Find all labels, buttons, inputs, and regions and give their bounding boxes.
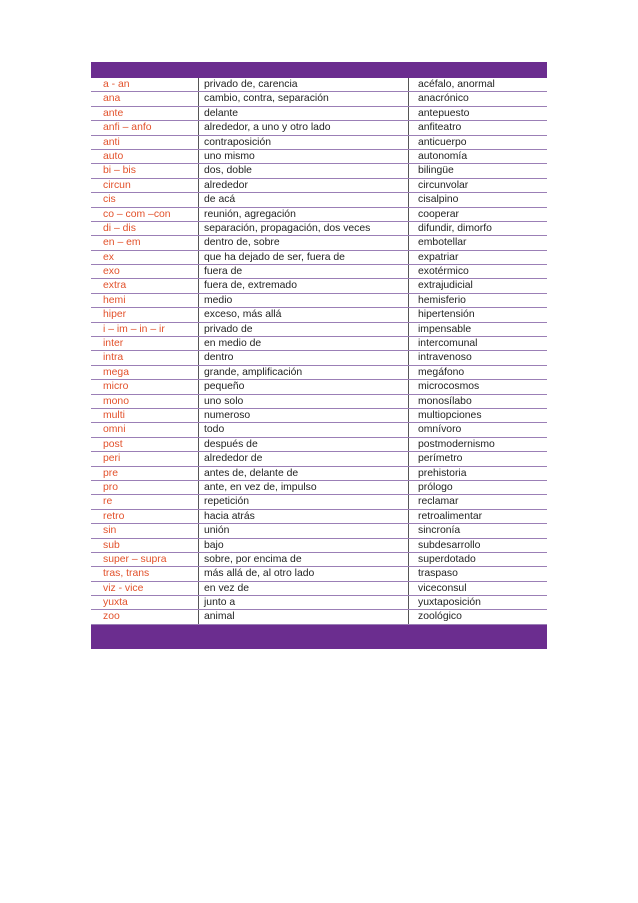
prefix-cell: co – com –con — [103, 208, 171, 220]
table-row — [91, 510, 547, 524]
prefix-cell: circun — [103, 179, 131, 191]
example-cell: acéfalo, anormal — [408, 78, 547, 91]
meaning-cell: dentro — [198, 351, 408, 364]
table-row — [91, 193, 547, 207]
table-row — [91, 121, 547, 135]
example-cell: intravenoso — [408, 351, 547, 364]
table-row — [91, 265, 547, 279]
table-row — [91, 409, 547, 423]
meaning-cell: fuera de — [198, 265, 408, 278]
prefix-table — [91, 62, 547, 649]
example-cell: traspaso — [408, 567, 547, 580]
meaning-cell: repetición — [198, 495, 408, 508]
meaning-cell: ante, en vez de, impulso — [198, 481, 408, 494]
table-row — [91, 467, 547, 481]
prefix-cell: super – supra — [103, 553, 167, 565]
example-cell: sincronía — [408, 524, 547, 537]
table-row — [91, 452, 547, 466]
table-row — [91, 395, 547, 409]
example-cell: expatriar — [408, 251, 547, 264]
example-cell: intercomunal — [408, 337, 547, 350]
prefix-cell: en – em — [103, 237, 141, 249]
meaning-cell: alrededor de — [198, 452, 408, 465]
example-cell: yuxtaposición — [408, 596, 547, 609]
meaning-cell: contraposición — [198, 136, 408, 149]
example-cell: zoológico — [408, 610, 547, 623]
example-cell: antepuesto — [408, 107, 547, 120]
meaning-cell: después de — [198, 438, 408, 451]
example-cell: perímetro — [408, 452, 547, 465]
example-cell: microcosmos — [408, 380, 547, 393]
example-cell: cooperar — [408, 208, 547, 221]
prefix-cell: micro — [103, 381, 129, 393]
prefix-cell: viz - vice — [103, 582, 144, 594]
example-cell: reclamar — [408, 495, 547, 508]
table-row — [91, 164, 547, 178]
table-row — [91, 279, 547, 293]
prefix-cell: anfi – anfo — [103, 122, 152, 134]
table-row — [91, 380, 547, 394]
meaning-cell: medio — [198, 294, 408, 307]
meaning-cell: en medio de — [198, 337, 408, 350]
table-row — [91, 92, 547, 106]
example-cell: viceconsul — [408, 582, 547, 595]
meaning-cell: bajo — [198, 539, 408, 552]
meaning-cell: que ha dejado de ser, fuera de — [198, 251, 408, 264]
example-cell: subdesarrollo — [408, 539, 547, 552]
table-row — [91, 366, 547, 380]
prefix-cell: di – dis — [103, 222, 136, 234]
meaning-cell: más allá de, al otro lado — [198, 567, 408, 580]
meaning-cell: cambio, contra, separación — [198, 92, 408, 105]
table-row — [91, 524, 547, 538]
prefix-cell: anti — [103, 136, 120, 148]
table-row — [91, 150, 547, 164]
table-row — [91, 294, 547, 308]
example-cell: prehistoria — [408, 467, 547, 480]
meaning-cell: pequeño — [198, 380, 408, 393]
prefix-cell: yuxta — [103, 597, 128, 609]
prefix-cell: peri — [103, 453, 121, 465]
prefix-cell: sin — [103, 525, 117, 537]
meaning-cell: reunión, agregación — [198, 208, 408, 221]
prefix-cell: ex — [103, 251, 114, 263]
example-cell: superdotado — [408, 553, 547, 566]
table-row — [91, 582, 547, 596]
example-cell: omnívoro — [408, 423, 547, 436]
meaning-cell: numeroso — [198, 409, 408, 422]
table-body — [91, 78, 547, 625]
meaning-cell: alrededor, a uno y otro lado — [198, 121, 408, 134]
prefix-cell: tras, trans — [103, 568, 150, 580]
prefix-cell: extra — [103, 280, 127, 292]
example-cell: exotérmico — [408, 265, 547, 278]
table-row — [91, 179, 547, 193]
prefix-cell: bi – bis — [103, 165, 136, 177]
table-row — [91, 539, 547, 553]
example-cell: autonomía — [408, 150, 547, 163]
meaning-cell: unión — [198, 524, 408, 537]
table-row — [91, 308, 547, 322]
example-cell: megáfono — [408, 366, 547, 379]
prefix-cell: exo — [103, 266, 120, 278]
prefix-cell: pro — [103, 481, 119, 493]
meaning-cell: privado de — [198, 323, 408, 336]
table-row — [91, 495, 547, 509]
table-row — [91, 337, 547, 351]
table-row — [91, 236, 547, 250]
header-band — [91, 62, 547, 78]
prefix-cell: sub — [103, 539, 120, 551]
prefix-cell: post — [103, 438, 123, 450]
meaning-cell: dos, doble — [198, 164, 408, 177]
prefix-cell: inter — [103, 338, 124, 350]
example-cell: embotellar — [408, 236, 547, 249]
prefix-cell: ana — [103, 93, 121, 105]
prefix-cell: mono — [103, 395, 129, 407]
meaning-cell: hacia atrás — [198, 510, 408, 523]
prefix-cell: re — [103, 496, 113, 508]
meaning-cell: sobre, por encima de — [198, 553, 408, 566]
table-row — [91, 481, 547, 495]
table-row — [91, 438, 547, 452]
table-row — [91, 251, 547, 265]
table-row — [91, 351, 547, 365]
example-cell: difundir, dimorfo — [408, 222, 547, 235]
prefix-cell: omni — [103, 424, 126, 436]
footer-band — [91, 625, 547, 649]
example-cell: anfiteatro — [408, 121, 547, 134]
prefix-cell: hiper — [103, 309, 127, 321]
meaning-cell: uno mismo — [198, 150, 408, 163]
meaning-cell: privado de, carencia — [198, 78, 408, 91]
table-row — [91, 222, 547, 236]
prefix-cell: pre — [103, 467, 119, 479]
table-row — [91, 567, 547, 581]
table-row — [91, 596, 547, 610]
meaning-cell: fuera de, extremado — [198, 279, 408, 292]
meaning-cell: en vez de — [198, 582, 408, 595]
table-row — [91, 78, 547, 92]
prefix-cell: i – im – in – ir — [103, 323, 165, 335]
prefix-cell: auto — [103, 150, 124, 162]
example-cell: anticuerpo — [408, 136, 547, 149]
prefix-cell: multi — [103, 409, 125, 421]
prefix-cell: a - an — [103, 79, 130, 90]
table-row — [91, 208, 547, 222]
example-cell: anacrónico — [408, 92, 547, 105]
example-cell: circunvolar — [408, 179, 547, 192]
prefix-cell: intra — [103, 352, 124, 364]
table-row — [91, 323, 547, 337]
meaning-cell: alrededor — [198, 179, 408, 192]
example-cell: postmodernismo — [408, 438, 547, 451]
prefix-cell: zoo — [103, 611, 120, 623]
meaning-cell: animal — [198, 610, 408, 623]
prefix-cell: retro — [103, 510, 125, 522]
example-cell: hipertensión — [408, 308, 547, 321]
table-row — [91, 136, 547, 150]
example-cell: hemisferio — [408, 294, 547, 307]
table-row — [91, 610, 547, 624]
meaning-cell: separación, propagación, dos veces — [198, 222, 408, 235]
prefix-cell: ante — [103, 107, 124, 119]
prefix-cell: hemi — [103, 294, 126, 306]
meaning-cell: uno solo — [198, 395, 408, 408]
example-cell: retroalimentar — [408, 510, 547, 523]
example-cell: multiopciones — [408, 409, 547, 422]
table-row — [91, 553, 547, 567]
example-cell: impensable — [408, 323, 547, 336]
example-cell: prólogo — [408, 481, 547, 494]
meaning-cell: antes de, delante de — [198, 467, 408, 480]
meaning-cell: dentro de, sobre — [198, 236, 408, 249]
example-cell: bilingüe — [408, 164, 547, 177]
table-row — [91, 107, 547, 121]
prefix-cell: cis — [103, 194, 116, 206]
meaning-cell: exceso, más allá — [198, 308, 408, 321]
prefix-cell: mega — [103, 366, 129, 378]
example-cell: monosílabo — [408, 395, 547, 408]
meaning-cell: delante — [198, 107, 408, 120]
meaning-cell: junto a — [198, 596, 408, 609]
example-cell: extrajudicial — [408, 279, 547, 292]
meaning-cell: de acá — [198, 193, 408, 206]
table-row — [91, 423, 547, 437]
example-cell: cisalpino — [408, 193, 547, 206]
meaning-cell: todo — [198, 423, 408, 436]
meaning-cell: grande, amplificación — [198, 366, 408, 379]
